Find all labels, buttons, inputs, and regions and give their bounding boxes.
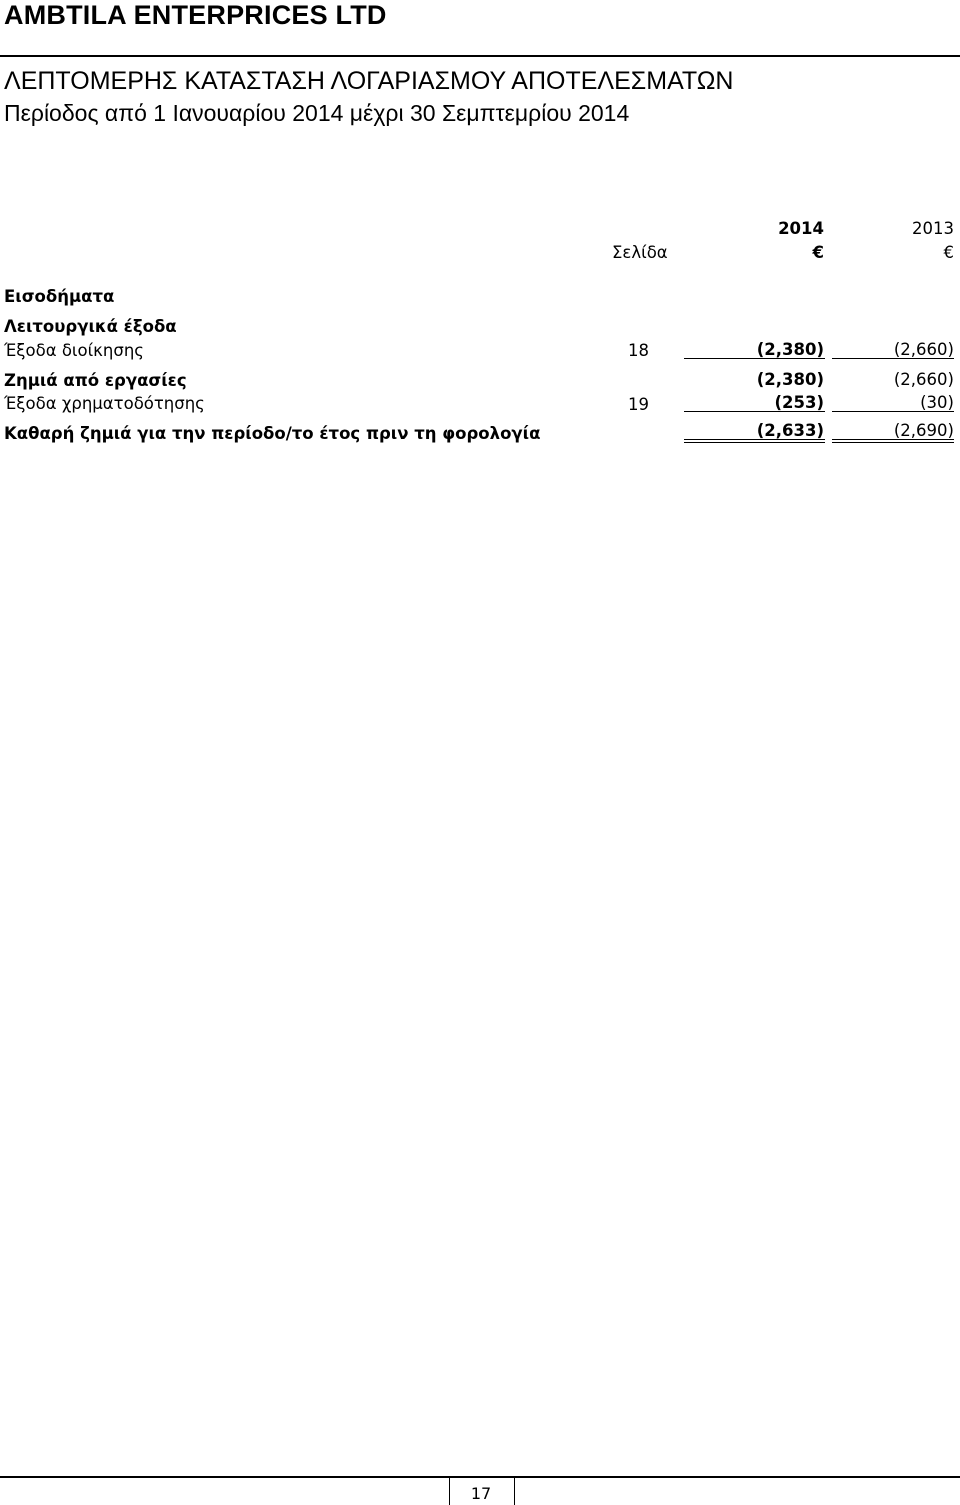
column-year-prior: 2013	[912, 219, 954, 238]
net-loss-label: Καθαρή ζημιά για την περίοδο/το έτος πριν τη φορολογία	[4, 424, 541, 443]
net-loss-current: (2,633)	[756, 421, 824, 440]
operating-loss-prior: (2,660)	[893, 370, 954, 389]
finance-costs-current-rule	[684, 411, 825, 412]
header-divider	[0, 55, 960, 57]
finance-costs-label: Έξοδα χρηματοδότησης	[4, 394, 205, 413]
net-loss-current-rule-2	[684, 442, 825, 443]
page-number: 17	[470, 1484, 492, 1503]
admin-expenses-current: (2,380)	[756, 340, 824, 359]
net-loss-prior: (2,690)	[893, 421, 954, 440]
admin-expenses-note: 18	[628, 341, 649, 360]
income-heading: Εισοδήματα	[4, 287, 115, 306]
company-name: AMBTILA ENTERPRICES LTD	[4, 0, 387, 30]
admin-expenses-prior: (2,660)	[893, 340, 954, 359]
operating-loss-label: Ζημιά από εργασίες	[4, 371, 187, 390]
currency-prior: €	[943, 243, 954, 262]
admin-expenses-current-rule	[684, 358, 825, 359]
operating-expenses-heading: Λειτουργικά έξοδα	[4, 317, 177, 336]
column-note-label: Σελίδα	[612, 243, 668, 262]
finance-costs-note: 19	[628, 395, 649, 414]
net-loss-prior-rule-2	[832, 442, 954, 443]
statement-title: ΛΕΠΤΟΜΕΡΗΣ ΚΑΤΑΣΤΑΣΗ ΛΟΓΑΡΙΑΣΜΟΥ ΑΠΟΤΕΛΕΣΜΑΤΩΝ	[4, 67, 734, 95]
statement-period: Περίοδος από 1 Ιανουαρίου 2014 μέχρι 30 Σεμπτεμρίου 2014	[4, 100, 630, 126]
net-loss-current-rule-1	[684, 439, 825, 440]
column-year-current: 2014	[778, 219, 824, 238]
currency-current: €	[812, 243, 824, 262]
finance-costs-prior: (30)	[920, 393, 954, 412]
operating-loss-current: (2,380)	[756, 370, 824, 389]
admin-expenses-prior-rule	[832, 358, 954, 359]
finance-costs-current: (253)	[774, 393, 824, 412]
finance-costs-prior-rule	[832, 411, 954, 412]
net-loss-prior-rule-1	[832, 439, 954, 440]
admin-expenses-label: Έξοδα διοίκησης	[4, 341, 144, 360]
